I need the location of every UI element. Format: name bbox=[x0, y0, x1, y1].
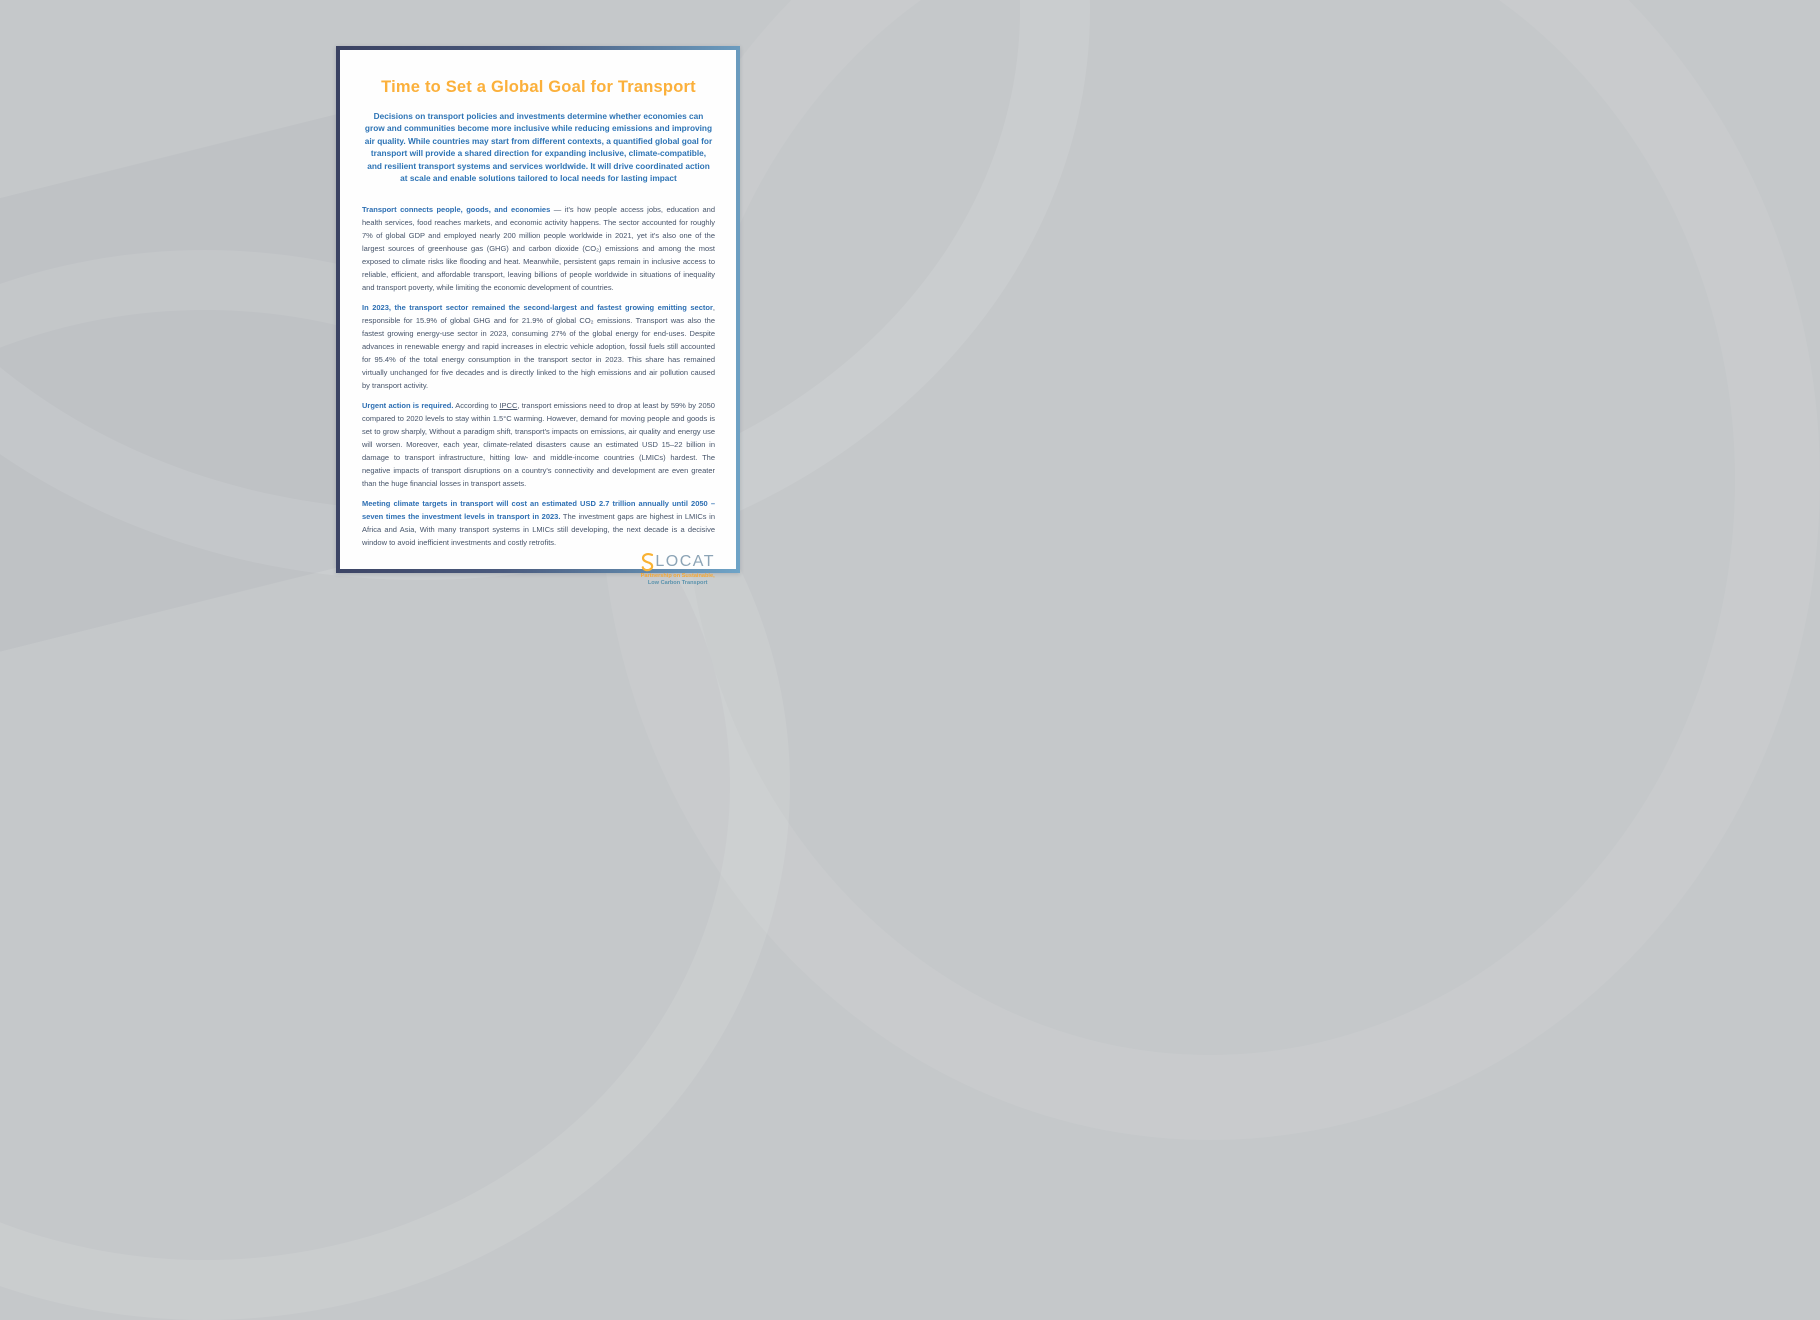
document-page bbox=[340, 50, 736, 587]
body-paragraph-4 bbox=[362, 497, 715, 549]
page-title: Time to Set a Global Goal for Transport bbox=[381, 78, 696, 96]
logo-tagline-line1: Partnership on Sustainable, bbox=[640, 573, 715, 580]
slocat-s-icon bbox=[640, 552, 655, 572]
paragraph-text: , transport emissions need to drop at least by 59% by 2050 compared to 2020 levels to stay within 1.5°C warming. However, demand for moving people and goods is set to grow sharply, Without a paradigm shift, transport's impacts on emissions, air quality and energy use will worsen. Moreover, each year, climate-related disasters cause an estimated USD 15–22 billion in damage to transport infrastructure, hitting low- and middle-income countries (LMICs) hardest. The negative impacts of transport disruptions on a country's connectivity and development are even greater than the huge financial losses in transport assets. bbox=[362, 401, 715, 489]
paragraph-lead: Transport connects people, goods, and economies bbox=[362, 205, 551, 215]
document-border bbox=[336, 46, 740, 587]
ipcc-link[interactable]: IPCC bbox=[499, 401, 518, 411]
paragraph-lead: Urgent action is required. bbox=[362, 401, 454, 411]
paragraph-text: According to bbox=[453, 401, 500, 411]
paragraph-text: , responsible for 15.9% of global GHG and for 21.9% of global CO₂ emissions. Transport was also the fastest growing energy-use sector in 2023, consuming 27% of the global energy for end-uses. Despite advances in renewable energy and rapid increases in electric vehicle adoption, fossil fuels still accounted for 95.4% of the total energy consumption in the transport sector in 2023. This share has remained virtually unchanged for five decades and is directly linked to the high emissions and air pollution caused by transport activity. bbox=[362, 303, 715, 391]
slocat-logo bbox=[640, 552, 715, 587]
logo-tagline-line2: Low Carbon Transport bbox=[647, 580, 708, 587]
slocat-wordmark-text: LOCAT bbox=[655, 553, 715, 571]
slocat-wordmark bbox=[640, 552, 715, 572]
paragraph-lead: In 2023, the transport sector remained the second-largest and fastest growing emitting sector bbox=[362, 303, 713, 313]
paragraph-text: — it's how people access jobs, education and health services, food reaches markets, and economic activity happens. The sector accounted for roughly 7% of global GDP and employed nearly 200 million people worldwide in 2021, yet it's also one of the largest sources of greenhouse gas (GHG) and carbon dioxide (CO₂) emissions and among the most exposed to climate risks like flooding and heat. Meanwhile, persistent gaps remain in inclusive access to reliable, efficient, and affordable transport, leaving billions of people worldwide in situations of inequality and transport poverty, while limiting the economic development of countries. bbox=[362, 205, 715, 293]
background-swirl bbox=[600, 0, 1820, 1140]
desktop-background bbox=[0, 0, 1080, 628]
body-paragraph-1 bbox=[362, 203, 715, 294]
paragraph-lead: Meeting climate targets in transport will cost an estimated USD 2.7 trillion annually until 2050 – seven times the investment levels in transport in 2023. bbox=[362, 499, 715, 522]
paragraph-text: The investment gaps are highest in LMICs in Africa and Asia, With many transport systems in LMICs still developing, the next decade is a decisive window to avoid inefficient investments and costly retrofits. bbox=[362, 512, 715, 548]
intro-paragraph: Decisions on transport policies and investments determine whether economies can grow and communities become more inclusive while reducing emissions and improving air quality. While countries may start from different contexts, a quantified global goal for transport will provide a shared direction for expanding inclusive, climate-compatible, and resilient transport systems and services worldwide. It will drive coordinated action at scale and enable solutions tailored to local needs for lasting impact bbox=[364, 111, 713, 184]
body-paragraph-2 bbox=[362, 301, 715, 392]
body-paragraph-3 bbox=[362, 399, 715, 490]
